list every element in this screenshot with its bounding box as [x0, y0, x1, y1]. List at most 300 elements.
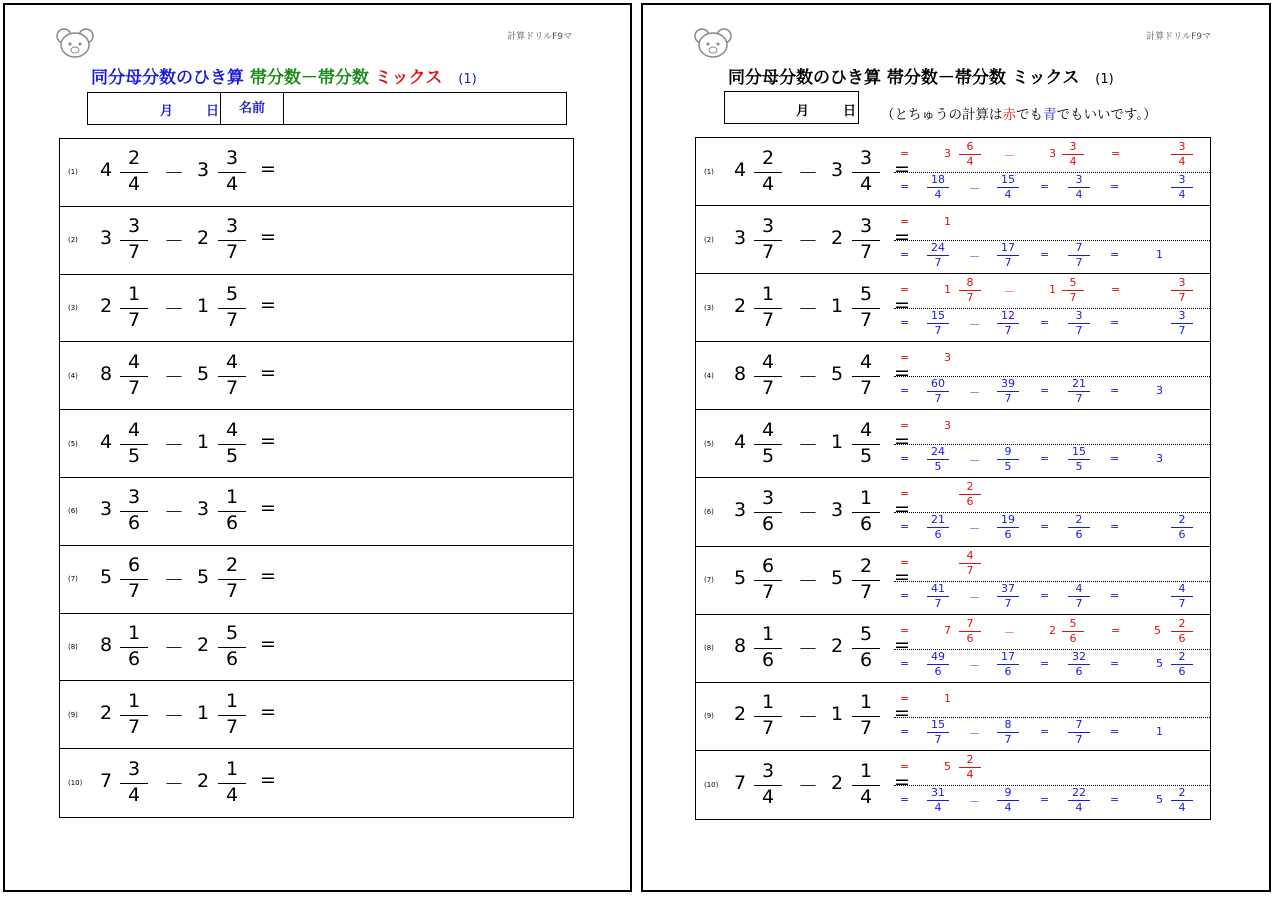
title-number: (1) [458, 72, 477, 87]
blue-fraction-1 [927, 309, 949, 339]
whole-2: 2 [197, 770, 210, 793]
denominator: 7 [966, 563, 974, 577]
numerator-2: 4 [859, 350, 873, 373]
blue-step-line [894, 241, 1210, 271]
problem-row [60, 478, 573, 546]
numerator: 2 [966, 480, 974, 494]
whole-1: 2 [100, 294, 113, 317]
equals-sign: = [894, 429, 910, 452]
red-equals: = [900, 215, 910, 229]
numerator: 7 [966, 616, 974, 630]
denominator: 4 [1178, 800, 1186, 814]
fraction-1 [754, 621, 782, 675]
red-step-line [894, 480, 1210, 510]
equals-sign: = [260, 700, 276, 723]
blue-equals-3: = [1110, 520, 1120, 534]
equals-sign: = [260, 632, 276, 655]
blue-equals-1: = [900, 248, 910, 262]
red-fraction-2 [1062, 617, 1084, 647]
numerator: 3 [1178, 173, 1186, 186]
denominator-1: 6 [761, 649, 775, 672]
whole-1: 4 [734, 430, 747, 453]
worksheet-title [91, 63, 477, 88]
whole-2: 2 [831, 635, 844, 658]
problem-row [60, 614, 573, 682]
numerator-2: 5 [859, 623, 873, 646]
minus-sign: － [798, 432, 818, 457]
fraction-2 [852, 349, 880, 403]
denominator-2: 7 [859, 581, 873, 604]
denominator: 7 [1075, 256, 1083, 270]
numerator: 17 [1001, 241, 1015, 255]
blue-fraction-1 [927, 718, 949, 748]
fraction-1 [754, 689, 782, 743]
denominator: 4 [1075, 800, 1083, 814]
red-equals: = [900, 555, 910, 569]
blue-step-line [894, 650, 1210, 680]
numerator: 4 [1178, 581, 1186, 595]
denominator-2: 7 [859, 240, 873, 263]
red-step-line [894, 276, 1210, 306]
date-name-box [87, 92, 567, 125]
red-equals-2: = [1111, 623, 1121, 637]
whole-1: 3 [734, 226, 747, 249]
whole-1: 7 [734, 771, 747, 794]
answer-row [696, 342, 1210, 410]
minus-sign: － [164, 500, 184, 525]
date-cell[interactable] [88, 93, 221, 124]
blue-equals-2: = [1040, 452, 1050, 466]
minus-sign: － [798, 569, 818, 594]
fraction-1 [754, 349, 782, 403]
answer-steps [894, 478, 1210, 545]
numerator: 15 [931, 309, 945, 323]
fraction-2 [218, 145, 246, 199]
red-equals: = [900, 351, 910, 365]
red-minus: － [1004, 625, 1015, 639]
red-whole-1: 5 [944, 759, 951, 773]
minus-sign: － [164, 161, 184, 186]
denominator-2: 6 [859, 513, 873, 536]
whole-1: 3 [734, 499, 747, 522]
answer-steps [894, 410, 1210, 477]
whole-1: 8 [734, 362, 747, 385]
denominator-1: 7 [761, 240, 775, 263]
equals-sign: = [260, 226, 276, 249]
whole-1: 2 [734, 703, 747, 726]
answer-steps [894, 206, 1210, 273]
red-whole-1: 1 [944, 283, 951, 297]
numerator: 6 [966, 140, 974, 153]
answer-row [696, 206, 1210, 274]
minus-sign: － [798, 773, 818, 798]
numerator: 24 [931, 445, 945, 459]
denominator: 4 [934, 188, 942, 201]
denominator: 6 [1004, 528, 1012, 542]
numerator-1: 3 [761, 214, 775, 237]
problem-number: (10) [704, 780, 719, 789]
red-whole-1: 7 [944, 623, 951, 637]
numerator: 8 [1004, 717, 1012, 731]
title-part3: ミックス [374, 68, 443, 88]
numerator: 2 [1178, 785, 1186, 799]
red-whole-1: 3 [944, 419, 951, 433]
blue-fraction-3 [1068, 173, 1090, 203]
red-fraction-1 [959, 753, 981, 783]
problem-table [59, 138, 574, 818]
fraction-1 [754, 417, 782, 471]
minus-sign: － [798, 296, 818, 321]
red-equals: = [900, 283, 910, 297]
blue-equals-2: = [1040, 656, 1050, 670]
fraction-2 [218, 213, 246, 267]
blue-step-line [894, 377, 1210, 407]
denominator-1: 4 [127, 173, 141, 196]
blue-fraction-2 [997, 377, 1019, 407]
numerator-1: 2 [127, 147, 141, 170]
denominator-2: 6 [225, 512, 239, 535]
red-fraction-1 [959, 549, 981, 579]
numerator: 21 [931, 513, 945, 527]
numerator: 5 [1069, 616, 1077, 630]
red-fraction-1 [959, 617, 981, 647]
problem-number: (6) [704, 508, 714, 517]
denominator: 7 [1004, 392, 1012, 406]
equals-sign: = [260, 293, 276, 316]
blue-result-fraction [1171, 513, 1193, 543]
denominator: 6 [1178, 528, 1186, 542]
blue-equals-1: = [900, 316, 910, 330]
problem-number: (7) [68, 575, 78, 584]
numerator: 3 [1178, 309, 1186, 323]
numerator-1: 2 [761, 146, 775, 169]
numerator-1: 4 [127, 350, 141, 373]
denominator-2: 4 [225, 173, 239, 196]
equals-sign: = [260, 429, 276, 452]
minus-sign: － [798, 160, 818, 185]
denominator-1: 7 [761, 376, 775, 399]
red-equals-2: = [1111, 283, 1121, 297]
blue-fraction-1 [927, 582, 949, 612]
blue-equals-3: = [1110, 248, 1120, 262]
fraction-1 [120, 349, 148, 403]
answer-steps [894, 342, 1210, 409]
denominator: 7 [1075, 324, 1083, 338]
blue-equals-3: = [1110, 792, 1120, 806]
problem-row [60, 681, 573, 749]
denominator: 4 [934, 800, 942, 814]
numerator: 49 [931, 649, 945, 663]
numerator-2: 3 [859, 146, 873, 169]
blue-equals-3: = [1110, 452, 1120, 466]
blue-result-fraction [1171, 650, 1193, 680]
fraction-2 [218, 484, 246, 538]
problem-row [60, 139, 573, 207]
red-equals: = [900, 623, 910, 637]
numerator: 41 [931, 581, 945, 595]
numerator-2: 3 [225, 215, 239, 238]
denominator: 7 [1004, 256, 1012, 270]
numerator: 24 [931, 241, 945, 255]
denominator-2: 4 [859, 785, 873, 808]
denominator: 4 [966, 155, 974, 168]
numerator: 17 [1001, 649, 1015, 663]
denominator-1: 6 [127, 647, 141, 670]
equals-sign: = [894, 157, 910, 180]
problem-number: (6) [68, 507, 78, 516]
red-whole-2: 2 [1049, 623, 1056, 637]
blue-equals-1: = [900, 792, 910, 806]
whole-2: 3 [831, 158, 844, 181]
denominator-2: 7 [225, 715, 239, 738]
numerator: 2 [1178, 649, 1186, 663]
fraction-1 [754, 553, 782, 607]
minus-sign: － [798, 364, 818, 389]
blue-fraction-2 [997, 718, 1019, 748]
whole-2: 1 [831, 294, 844, 317]
blue-step-line [894, 718, 1210, 748]
denominator: 6 [934, 528, 942, 542]
denominator-1: 7 [127, 580, 141, 603]
numerator: 2 [1178, 616, 1186, 630]
problem-number: (4) [68, 371, 78, 380]
title-part2: 帯分数－帯分数 [886, 68, 1006, 88]
red-fraction-1 [959, 140, 981, 170]
blue-fraction-3 [1068, 513, 1090, 543]
numerator-1: 3 [127, 215, 141, 238]
blue-fraction-1 [927, 513, 949, 543]
numerator: 2 [966, 752, 974, 766]
blue-fraction-3 [1068, 786, 1090, 816]
answer-steps [894, 683, 1210, 750]
denominator-2: 7 [225, 308, 239, 331]
problem-row [60, 546, 573, 614]
blue-fraction-1 [927, 650, 949, 680]
whole-1: 8 [734, 635, 747, 658]
fraction-2 [852, 758, 880, 812]
denominator: 7 [1075, 392, 1083, 406]
brand-text: 計算ドリルF9マ [1146, 32, 1211, 42]
problem-number: (1) [704, 167, 714, 176]
blue-minus: － [969, 386, 980, 400]
fraction-2 [852, 417, 880, 471]
blue-equals-1: = [900, 724, 910, 738]
blue-result-fraction [1171, 582, 1193, 612]
numerator-2: 2 [225, 554, 239, 577]
red-fraction-1 [959, 480, 981, 510]
numerator-2: 1 [859, 487, 873, 510]
red-equals: = [900, 487, 910, 501]
blue-fraction-3 [1068, 650, 1090, 680]
answer-steps [894, 138, 1210, 205]
blue-step-line [894, 582, 1210, 612]
equals-sign: = [894, 634, 910, 657]
blue-fraction-3 [1068, 582, 1090, 612]
numerator: 12 [1001, 309, 1015, 323]
calc-note [881, 103, 1157, 123]
blue-equals-1: = [900, 588, 910, 602]
denominator-1: 7 [127, 241, 141, 264]
fraction-2 [852, 689, 880, 743]
denominator: 7 [934, 392, 942, 406]
name-label: 名前 [221, 93, 284, 124]
whole-2: 2 [197, 633, 210, 656]
red-whole-1: 1 [944, 691, 951, 705]
numerator: 15 [931, 717, 945, 731]
red-result-fraction [1171, 140, 1193, 170]
blue-equals-2: = [1040, 316, 1050, 330]
denominator: 6 [1075, 664, 1083, 678]
blue-fraction-1 [927, 786, 949, 816]
whole-1: 7 [100, 770, 113, 793]
denominator: 7 [1004, 596, 1012, 610]
fraction-1 [120, 145, 148, 199]
fraction-2 [218, 349, 246, 403]
minus-sign: － [798, 501, 818, 526]
equals-sign: = [894, 225, 910, 248]
numerator-1: 4 [127, 418, 141, 441]
answer-sheet [641, 3, 1271, 892]
answer-row [696, 138, 1210, 206]
numerator-1: 4 [761, 350, 775, 373]
numerator: 32 [1072, 649, 1086, 663]
blue-fraction-3 [1068, 445, 1090, 475]
whole-2: 5 [197, 566, 210, 589]
denominator: 7 [1004, 324, 1012, 338]
whole-1: 2 [734, 294, 747, 317]
equals-sign: = [894, 702, 910, 725]
blue-step-line [894, 513, 1210, 543]
blue-step-line [894, 445, 1210, 475]
numerator-2: 1 [225, 486, 239, 509]
denominator: 7 [1069, 291, 1077, 305]
fraction-2 [218, 417, 246, 471]
minus-sign: － [798, 228, 818, 253]
blue-minus: － [969, 182, 980, 195]
fraction-2 [218, 281, 246, 335]
denominator: 7 [934, 732, 942, 746]
fraction-1 [754, 213, 782, 267]
minus-sign: － [164, 568, 184, 593]
whole-1: 8 [100, 362, 113, 385]
numerator-1: 3 [127, 758, 141, 781]
numerator-2: 4 [859, 418, 873, 441]
minus-sign: － [164, 772, 184, 797]
denominator: 6 [966, 495, 974, 509]
blue-minus: － [969, 522, 980, 536]
numerator: 2 [1075, 513, 1083, 527]
denominator: 4 [1178, 188, 1186, 201]
problem-number: (5) [68, 439, 78, 448]
red-equals-2: = [1111, 147, 1121, 160]
numerator-1: 1 [761, 282, 775, 305]
red-step-line [894, 208, 1210, 238]
denominator: 7 [934, 256, 942, 270]
denominator: 4 [1069, 155, 1077, 168]
problem-number: (4) [704, 371, 714, 380]
blue-equals-2: = [1040, 724, 1050, 738]
denominator: 4 [1004, 800, 1012, 814]
minus-sign: － [164, 364, 184, 389]
denominator-1: 5 [127, 444, 141, 467]
denominator-2: 7 [225, 376, 239, 399]
numerator-1: 1 [127, 689, 141, 712]
answer-row [696, 478, 1210, 546]
numerator-1: 6 [761, 555, 775, 578]
numerator-1: 1 [127, 621, 141, 644]
fraction-1 [120, 756, 148, 810]
blue-minus: － [969, 318, 980, 332]
numerator-2: 1 [859, 759, 873, 782]
red-equals: = [900, 147, 910, 160]
fraction-1 [754, 281, 782, 335]
answer-row [696, 683, 1210, 751]
blue-fraction-1 [927, 377, 949, 407]
blue-fraction-3 [1068, 718, 1090, 748]
day-label: 日 [843, 104, 857, 119]
whole-2: 5 [831, 567, 844, 590]
numerator-1: 1 [127, 282, 141, 305]
numerator-1: 3 [127, 486, 141, 509]
blue-result-whole: 5 [1156, 656, 1163, 670]
whole-1: 2 [100, 701, 113, 724]
numerator-2: 3 [859, 214, 873, 237]
minus-sign: － [164, 703, 184, 728]
numerator: 7 [1075, 717, 1083, 731]
red-step-line [894, 140, 1210, 170]
blue-fraction-2 [997, 582, 1019, 612]
problem-row [60, 410, 573, 478]
problem-number: (1) [68, 168, 78, 177]
red-fraction-1 [959, 276, 981, 306]
note-red: 赤 [1002, 107, 1016, 123]
blue-equals-1: = [900, 180, 910, 193]
denominator: 4 [1178, 155, 1186, 168]
denominator-2: 5 [859, 444, 873, 467]
blue-equals-1: = [900, 452, 910, 466]
numerator: 37 [1001, 581, 1015, 595]
blue-result-whole: 5 [1156, 792, 1163, 806]
bear-logo-icon [55, 27, 95, 59]
red-step-line [894, 617, 1210, 647]
denominator: 6 [1069, 631, 1077, 645]
denominator: 5 [934, 460, 942, 474]
blue-fraction-2 [997, 241, 1019, 271]
denominator-2: 7 [225, 241, 239, 264]
fraction-2 [852, 485, 880, 539]
red-whole-2: 1 [1049, 283, 1056, 297]
blue-fraction-2 [997, 173, 1019, 203]
answer-steps [894, 547, 1210, 614]
numerator: 2 [1178, 513, 1186, 527]
month-label: 月 [160, 104, 174, 119]
problem-number: (10) [68, 779, 83, 788]
denominator: 4 [1004, 188, 1012, 201]
blue-fraction-1 [927, 173, 949, 203]
denominator-1: 7 [127, 308, 141, 331]
numerator-2: 3 [225, 147, 239, 170]
denominator-1: 4 [761, 172, 775, 195]
numerator: 15 [1072, 445, 1086, 459]
equals-sign: = [260, 361, 276, 384]
numerator: 3 [1075, 173, 1083, 186]
month-label: 月 [796, 104, 810, 119]
denominator: 7 [1178, 291, 1186, 305]
problem-number: (3) [704, 303, 714, 312]
minus-sign: － [164, 432, 184, 457]
denominator-1: 6 [127, 512, 141, 535]
numerator: 4 [966, 548, 974, 562]
